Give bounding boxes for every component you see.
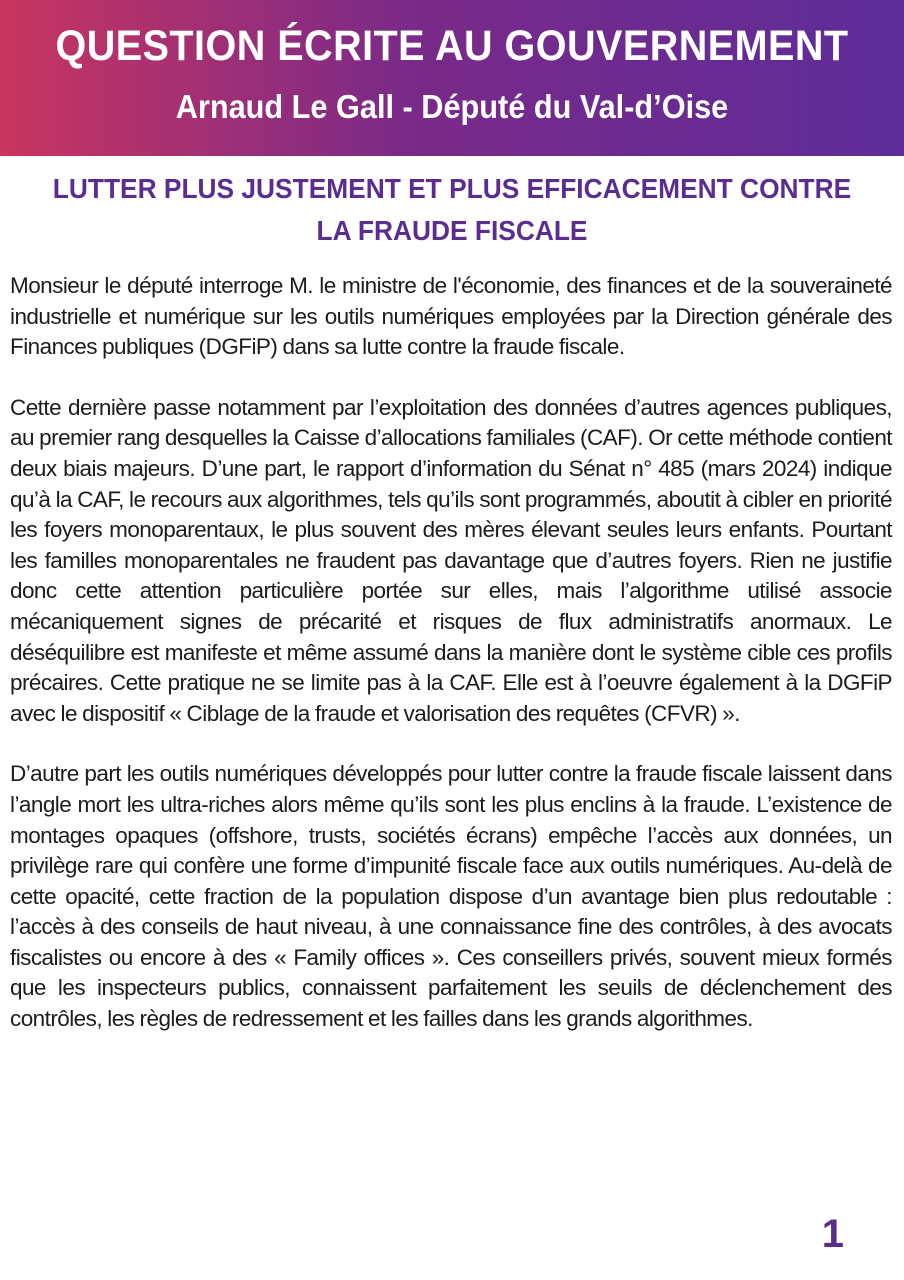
paragraph: Cette dernière passe notamment par l’exploitation des données d’autres agences publiques, au premier rang desquelles la Caisse d’allocations familiales (CAF). Or cette méthode contient deux biais majeurs. D’une part, le rapport d’information du Sénat n° 485 (mars 2024) indique qu’à la CAF, le recours aux algorithmes, tels qu’ils sont programmés, aboutit à cibler en priorité les foyers monoparentaux, le plus souvent des mères élevant seules leurs enfants. Pourtant les familles monoparentales ne fraudent pas davantage que d’autres foyers. Rien ne justifie donc cette attention particulière portée sur elles, mais l’algorithme utilisé associe mécaniquement signes de précarité et risques de flux administratifs anormaux. Le déséquilibre est manifeste et même assumé dans la manière dont le système cible ces profils précaires. Cette pratique ne se limite pas à la CAF. Elle est à l’oeuvre également à la DGFiP avec le dispositif « Ciblage de la fraude et valorisation des requêtes (CFVR) ». <box>10 394 892 726</box>
header-banner <box>0 0 904 156</box>
document-body <box>10 271 892 1065</box>
page-number: 1 <box>821 1212 844 1256</box>
paragraph: Monsieur le député interroge M. le ministre de l'économie, des finances et de la souveraineté industrielle et numérique sur les outils numériques employées par la Direction générale des Finances publiques (DGFiP) dans sa lutte contre la fraude fiscale. <box>10 273 892 360</box>
banner-title: QUESTION ÉCRITE AU GOUVERNEMENT <box>55 22 849 70</box>
banner-subtitle: Arnaud Le Gall - Député du Val-d’Oise <box>175 88 729 125</box>
document-heading: LUTTER PLUS JUSTEMENT ET PLUS EFFICACEMENT CONTRE LA FRAUDE FISCALE <box>52 173 852 246</box>
paragraph: D’autre part les outils numériques développés pour lutter contre la fraude fiscale laissent dans l’angle mort les ultra-riches alors même qu’ils sont les plus enclins à la fraude. L’existence de montages opaques (offshore, trusts, sociétés écrans) empêche l’accès aux données, un privilège rare qui confère une forme d’impunité fiscale face aux outils numériques. Au-delà de cette opacité, cette fraction de la population dispose d’un avantage bien plus redoutable : l’accès à des conseils de haut niveau, à une connaissance fine des contrôles, à des avocats fiscalistes ou encore à des « Family offices ». Ces conseillers privés, souvent mieux formés que les inspecteurs publics, connaissent parfaitement les seuils de déclenchement des contrôles, les règles de redressement et les failles dans les grands algorithmes. <box>10 761 892 1032</box>
